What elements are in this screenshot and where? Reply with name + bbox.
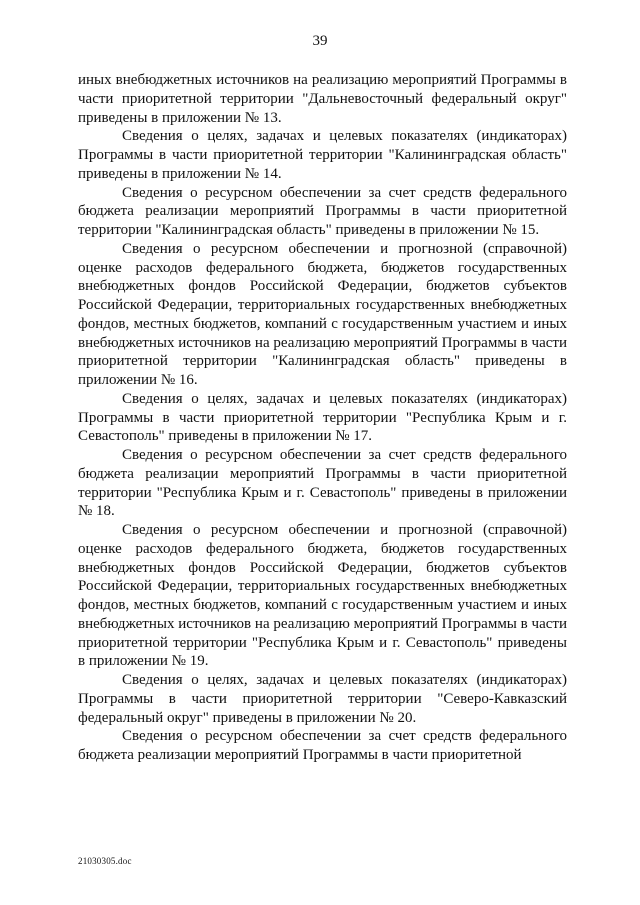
page-number: 39 <box>312 33 328 49</box>
paragraph-appendix-15: Сведения о ресурсном обеспечении за счет средств федерального бюджета реализации мероприятий Программы в части приоритетной территории "Калининградская область" приведены в приложении № 15. <box>78 184 567 238</box>
paragraph-trailing: Сведения о ресурсном обеспечении за счет средств федерального бюджета реализации мероприятий Программы в части приоритетной <box>78 728 567 763</box>
document-body <box>78 71 567 765</box>
paragraph-appendix-17: Сведения о целях, задачах и целевых показателях (индикаторах) Программы в части приоритетной территории "Республика Крым и г. Севастополь" приведены в приложении № 17. <box>78 390 567 445</box>
paragraph-appendix-18: Сведения о ресурсном обеспечении за счет средств федерального бюджета реализации мероприятий Программы в части приоритетной территории "Республика Крым и г. Севастополь" приведены в приложении № 18. <box>78 447 567 520</box>
paragraph-appendix-16: Сведения о ресурсном обеспечении и прогнозной (справочной) оценке расходов федерального бюджета, бюджетов государственных внебюджетных фондов Российской Федерации, бюджетов субъектов Российской Федерации, территориальных государственных внебюджетных фондов, местных бюджетов, компаний с государственным участием и иных внебюджетных источников на реализацию мероприятий Программы в части приоритетной территории "Калининградская область" приведены в приложении № 16. <box>78 240 567 388</box>
paragraph-appendix-14: Сведения о целях, задачах и целевых показателях (индикаторах) Программы в части приоритетной территории "Калининградская область" приведены в приложении № 14. <box>78 128 567 182</box>
paragraph-continuation: иных внебюджетных источников на реализацию мероприятий Программы в части приоритетной территории "Дальневосточный федеральный округ" приведены в приложении № 13. <box>78 72 567 126</box>
paragraph-appendix-19: Сведения о ресурсном обеспечении и прогнозной (справочной) оценке расходов федерального бюджета, бюджетов государственных внебюджетных фондов Российской Федерации, бюджетов субъектов Российской Федерации, территориальных государственных внебюджетных фондов, местных бюджетов, компаний с государственным участием и иных внебюджетных источников на реализацию мероприятий Программы в части приоритетной территории "Республика Крым и г. Севастополь" приведены в приложении № 19. <box>78 522 567 670</box>
footer-filename: 21030305.doc <box>78 856 132 866</box>
paragraph-appendix-20: Сведения о целях, задачах и целевых показателях (индикаторах) Программы в части приоритетной территории "Северо-Кавказский федеральный округ" приведены в приложении № 20. <box>78 672 567 726</box>
